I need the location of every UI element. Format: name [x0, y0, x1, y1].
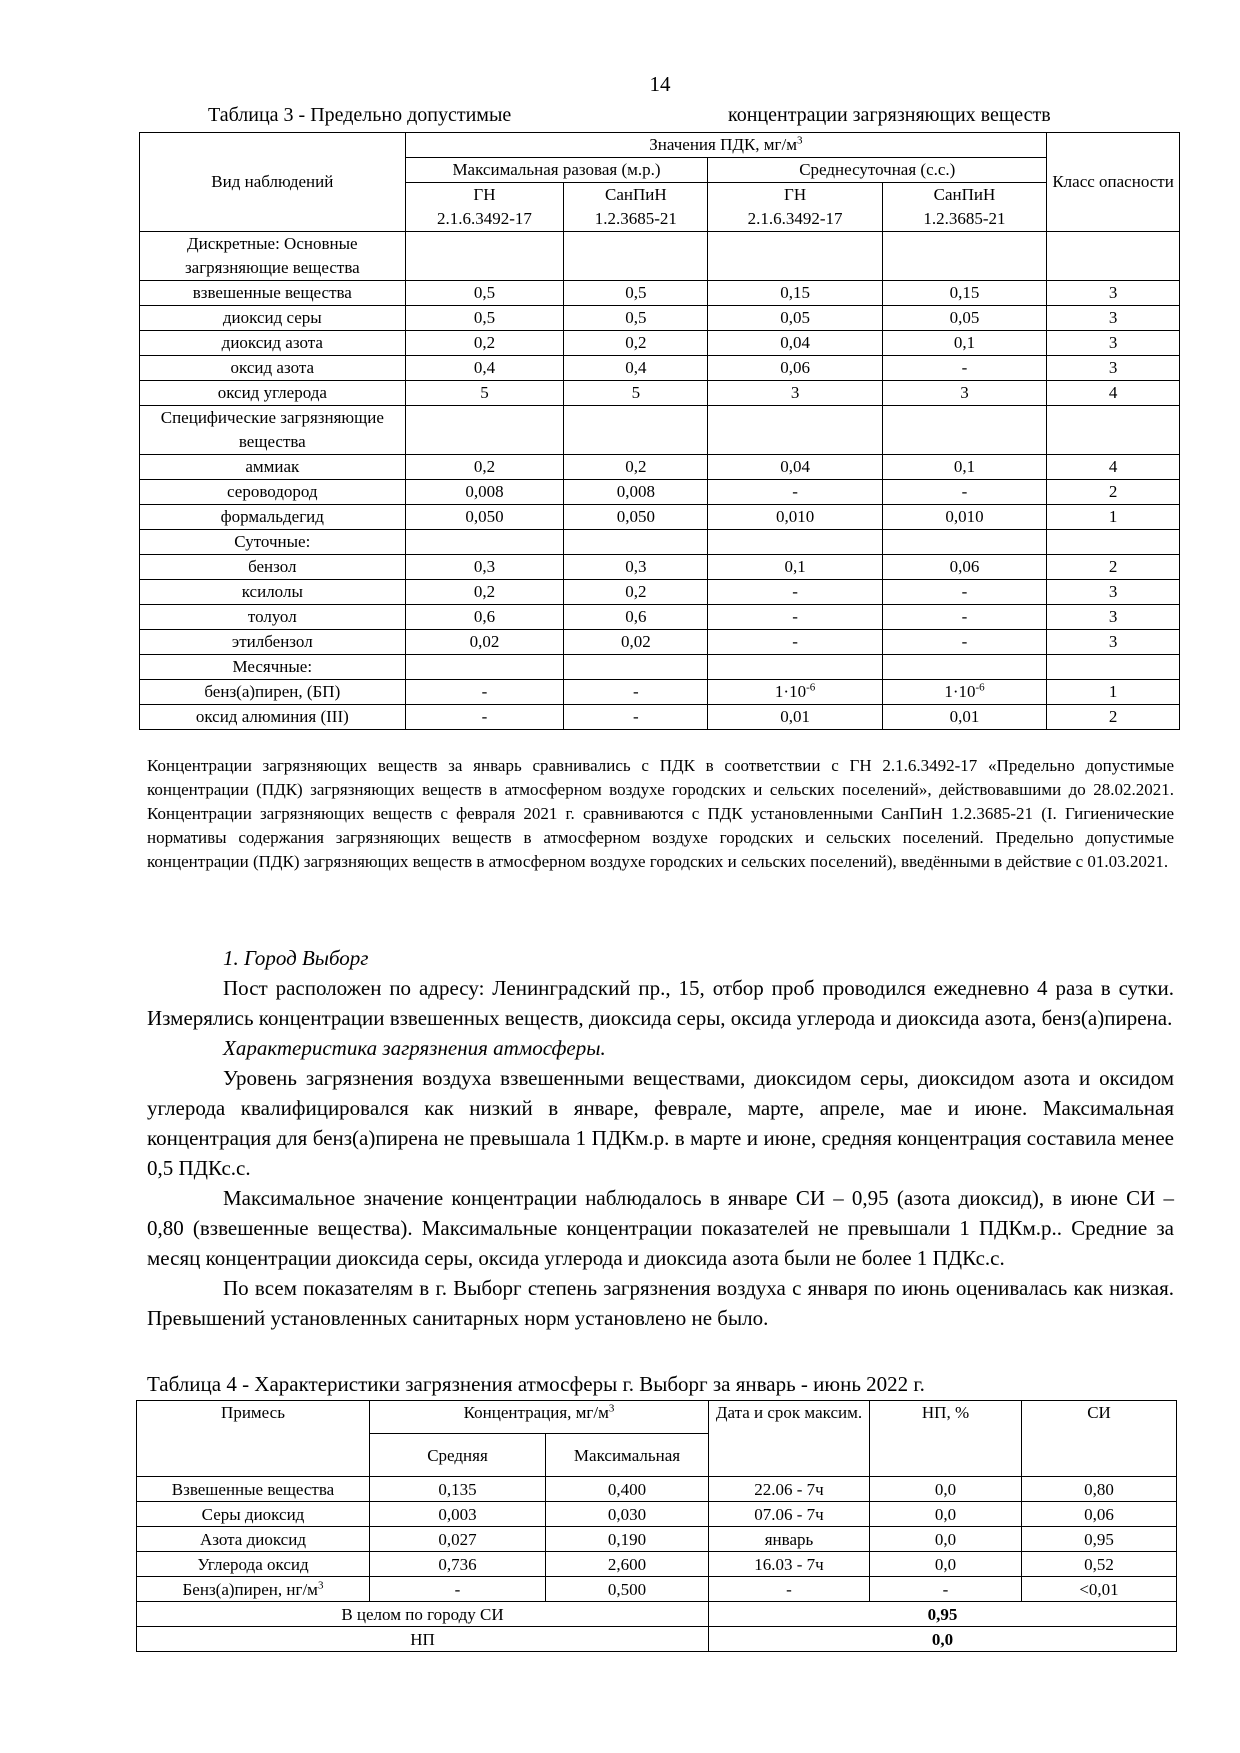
t4-cell: январь	[709, 1527, 870, 1552]
t3-group-label: Дискретные: Основные загрязняющие вещества	[140, 232, 406, 281]
t3-cell: -	[564, 705, 708, 730]
t3-cell: 0,008	[405, 480, 564, 505]
t4-total-si-label: В целом по городу СИ	[137, 1602, 709, 1627]
t3-cell: -	[708, 630, 882, 655]
t4-total-np-value: 0,0	[709, 1627, 1177, 1652]
table4-title: Таблица 4 - Характеристики загрязнения атмосферы г. Выборг за январь - июнь 2022 г.	[147, 1372, 925, 1396]
t3-cell: 0,5	[564, 306, 708, 331]
t3-cell: 0,2	[405, 455, 564, 480]
t3-row	[140, 455, 1180, 480]
t3-header-values: Значения ПДК, $мг/м^3$	[405, 133, 1047, 158]
t3-row	[140, 705, 1180, 730]
t3-cell	[882, 232, 1046, 281]
t3-cell: 5	[564, 381, 708, 406]
t3-substance: этилбензол	[140, 630, 406, 655]
t4-header-max: Максимальная	[546, 1434, 709, 1477]
t3-row	[140, 605, 1180, 630]
t3-cell: 0,2	[564, 331, 708, 356]
t3-row	[140, 555, 1180, 580]
section-p4: По всем показателям в г. Выборг степень загрязнения воздуха с января по июнь оценивалась как низкая. Превышений установленных санитарных норм установлено не было.	[147, 1276, 1174, 1330]
t3-cell	[708, 406, 882, 455]
t3-cell: 2	[1047, 705, 1180, 730]
table3-title-part2: концентрации загрязняющих веществ	[728, 104, 1051, 126]
t3-cell: -	[882, 356, 1046, 381]
t3-cell: 0,15	[708, 281, 882, 306]
t3-cell: 3	[1047, 630, 1180, 655]
t3-cell	[564, 406, 708, 455]
t3-cell: 3	[1047, 331, 1180, 356]
t3-cell	[1047, 232, 1180, 281]
t4-header-avg: Средняя	[370, 1434, 546, 1477]
t3-body	[140, 232, 1180, 730]
t3-cell: 0,050	[564, 505, 708, 530]
t3-cell	[564, 232, 708, 281]
t3-substance: взвешенные вещества	[140, 281, 406, 306]
t3-group-row	[140, 232, 1180, 281]
t4-total-np-label: НП	[137, 1627, 709, 1652]
t3-substance: ксилолы	[140, 580, 406, 605]
t3-header-max-once: Максимальная разовая (м.р.)	[405, 158, 708, 183]
t3-cell	[1047, 406, 1180, 455]
t4-body	[137, 1477, 1177, 1602]
t3-cell: 0,1	[708, 555, 882, 580]
t3-cell: 3	[1047, 580, 1180, 605]
t3-header-hazard: Класс опасности	[1047, 133, 1180, 232]
t4-cell: 2,600	[546, 1552, 709, 1577]
table3-title-part1: Таблица 3 - Предельно допустимые	[208, 104, 512, 126]
t3-cell: 0,04	[708, 331, 882, 356]
t3-cell	[564, 655, 708, 680]
t3-cell: 3	[1047, 605, 1180, 630]
t3-cell: 0,01	[708, 705, 882, 730]
t3-cell: 3	[708, 381, 882, 406]
t3-group-label: Суточные:	[140, 530, 406, 555]
t3-substance: оксид углерода	[140, 381, 406, 406]
t3-cell	[1047, 655, 1180, 680]
t3-cell: 0,1	[882, 331, 1046, 356]
t3-substance: оксид алюминия (III)	[140, 705, 406, 730]
t3-cell	[708, 655, 882, 680]
section-heading: 1. Город Выборг	[223, 946, 369, 970]
t3-cell: 0,008	[564, 480, 708, 505]
t3-row	[140, 331, 1180, 356]
t4-cell: 0,52	[1022, 1552, 1177, 1577]
section-subheading: Характеристика загрязнения атмосферы.	[223, 1036, 606, 1060]
t4-row	[137, 1577, 1177, 1602]
t4-cell: 0,0	[870, 1552, 1022, 1577]
page-number: 14	[649, 72, 671, 96]
t3-cell: 0,04	[708, 455, 882, 480]
t3-cell	[708, 232, 882, 281]
t3-cell: -	[405, 705, 564, 730]
t4-impurity: Углерода оксид	[137, 1552, 370, 1577]
t3-substance: формальдегид	[140, 505, 406, 530]
t3-cell: 0,02	[564, 630, 708, 655]
t3-header-daily: Среднесуточная (с.с.)	[708, 158, 1047, 183]
t4-row	[137, 1552, 1177, 1577]
t3-row	[140, 630, 1180, 655]
table3-mpc	[139, 132, 1180, 730]
t3-substance: диоксид серы	[140, 306, 406, 331]
t4-cell: 22.06 - 7ч	[709, 1477, 870, 1502]
t4-row	[137, 1502, 1177, 1527]
t4-cell: 07.06 - 7ч	[709, 1502, 870, 1527]
t3-row	[140, 306, 1180, 331]
t4-header-impurity: Примесь	[137, 1401, 370, 1477]
t3-substance: бензол	[140, 555, 406, 580]
t3-cell	[564, 530, 708, 555]
t3-cell: 0,1	[882, 455, 1046, 480]
t4-row	[137, 1527, 1177, 1552]
t3-cell	[1047, 530, 1180, 555]
section-vyborg	[147, 943, 1174, 1333]
t3-cell: 3	[882, 381, 1046, 406]
t3-row	[140, 505, 1180, 530]
t3-cell: 0,2	[405, 331, 564, 356]
section-p3: Максимальное значение концентрации наблюдалось в январе СИ – 0,95 (азота диоксид), в июне СИ – 0,80 (взвешенные вещества). Максимальные концентрации показателей не превышали 1 ПДКм.р.. Средние за месяц концентрации диоксида серы, оксида углерода и диоксида азота были не более 1 ПДКс.с.	[147, 1186, 1174, 1270]
t3-cell	[405, 232, 564, 281]
t3-cell: 3	[1047, 281, 1180, 306]
t3-group-row	[140, 530, 1180, 555]
t3-cell: 0,6	[405, 605, 564, 630]
t4-impurity: Азота диоксид	[137, 1527, 370, 1552]
t3-cell: 0,02	[405, 630, 564, 655]
t3-group-label: Месячные:	[140, 655, 406, 680]
section-p1: Пост расположен по адресу: Ленинградский пр., 15, отбор проб проводился ежедневно 4 раза в сутки. Измерялись концентрации взвешенных веществ, диоксида серы, оксида углерода и диоксида азота, бенз(а)пирена.	[147, 976, 1174, 1030]
t4-impurity: Взвешенные вещества	[137, 1477, 370, 1502]
t3-cell: $1\cdot 10^{-6}$	[708, 680, 882, 705]
t4-cell: 0,80	[1022, 1477, 1177, 1502]
t3-row	[140, 680, 1180, 705]
t4-header-np: НП, %	[870, 1401, 1022, 1477]
t3-cell: -	[708, 580, 882, 605]
t3-cell: 0,010	[882, 505, 1046, 530]
t3-cell: 2	[1047, 480, 1180, 505]
t4-cell: 0,95	[1022, 1527, 1177, 1552]
t3-cell	[882, 530, 1046, 555]
t4-cell: 0,0	[870, 1502, 1022, 1527]
t4-row	[137, 1477, 1177, 1502]
t3-cell: 0,2	[405, 580, 564, 605]
t3-cell: -	[882, 480, 1046, 505]
t3-cell: -	[708, 605, 882, 630]
t4-cell: 0,135	[370, 1477, 546, 1502]
t3-cell: 4	[1047, 381, 1180, 406]
t4-cell: 0,003	[370, 1502, 546, 1527]
t3-cell: 0,4	[564, 356, 708, 381]
t4-cell: 0,400	[546, 1477, 709, 1502]
table3-title	[208, 104, 1051, 127]
t3-cell: -	[882, 580, 1046, 605]
t3-cell: 3	[1047, 306, 1180, 331]
t3-substance: бенз(а)пирен, (БП)	[140, 680, 406, 705]
t3-cell: 2	[1047, 555, 1180, 580]
t3-cell: 0,2	[564, 580, 708, 605]
t3-cell	[882, 655, 1046, 680]
t3-cell: -	[882, 630, 1046, 655]
t3-cell: 0,6	[564, 605, 708, 630]
t3-group-label: Специфические загрязняющие вещества	[140, 406, 406, 455]
t4-impurity: Бенз(а)пирен, $нг/м^3$	[137, 1577, 370, 1602]
t3-group-row	[140, 406, 1180, 455]
t3-substance: аммиак	[140, 455, 406, 480]
t4-cell: 0,030	[546, 1502, 709, 1527]
t3-substance: оксид азота	[140, 356, 406, 381]
t4-cell: 0,190	[546, 1527, 709, 1552]
t3-cell: -	[708, 480, 882, 505]
t3-substance: диоксид азота	[140, 331, 406, 356]
t3-cell: 0,5	[564, 281, 708, 306]
t3-cell: 0,15	[882, 281, 1046, 306]
table3-note: Концентрации загрязняющих веществ за январь сравнивались с ПДК в соответствии с ГН 2.1.6.3492-17 «Предельно допустимые концентрации (ПДК) загрязняющих веществ в атмосферном воздухе городских и сельских поселений», действовавшими до 28.02.2021. Концентрации загрязняющих веществ с февраля 2021 г. сравниваются с ПДК установленными СанПиН 1.2.3685-21 (I. Гигиенические нормативы содержания загрязняющих веществ в атмосферном воздухе городских и сельских поселений. Предельно допустимые концентрации (ПДК) загрязняющих веществ в атмосферном воздухе городских и сельских поселений), введёнными в действие с 01.03.2021.	[147, 756, 1174, 871]
t3-cell: 0,5	[405, 306, 564, 331]
t3-cell	[405, 530, 564, 555]
t3-cell: 1	[1047, 680, 1180, 705]
t3-cell: 0,01	[882, 705, 1046, 730]
t3-row	[140, 356, 1180, 381]
t3-cell: 0,2	[564, 455, 708, 480]
t3-cell	[405, 406, 564, 455]
t3-cell: 0,05	[708, 306, 882, 331]
t3-row	[140, 281, 1180, 306]
t3-row	[140, 381, 1180, 406]
t3-cell: 0,3	[405, 555, 564, 580]
section-p2: Уровень загрязнения воздуха взвешенными веществами, диоксидом серы, диоксидом азота и оксидом углерода квалифицировался как низкий в январе, феврале, марте, апреле, мае и июне. Максимальная концентрация для бенз(а)пирена не превышала 1 ПДКм.р. в марте и июне, средняя концентрация составила менее 0,5 ПДКс.с.	[147, 1066, 1174, 1180]
t3-header-gn-1: ГН 2.1.6.3492-17	[405, 183, 564, 232]
t3-cell: 3	[1047, 356, 1180, 381]
t3-cell: 0,4	[405, 356, 564, 381]
t4-cell: 0,06	[1022, 1502, 1177, 1527]
t3-cell: 4	[1047, 455, 1180, 480]
t3-group-row	[140, 655, 1180, 680]
t3-header-sanpin-2: СанПиН 1.2.3685-21	[882, 183, 1046, 232]
t4-header-date: Дата и срок максим.	[709, 1401, 870, 1477]
t3-cell: -	[405, 680, 564, 705]
t3-cell: -	[882, 605, 1046, 630]
t3-cell	[405, 655, 564, 680]
t4-total-si-value: 0,95	[709, 1602, 1177, 1627]
t4-cell: 0,027	[370, 1527, 546, 1552]
t4-cell: 0,736	[370, 1552, 546, 1577]
t3-row	[140, 580, 1180, 605]
t3-cell: 0,050	[405, 505, 564, 530]
t3-header-sanpin-1: СанПиН 1.2.3685-21	[564, 183, 708, 232]
t3-cell: -	[564, 680, 708, 705]
t3-substance: сероводород	[140, 480, 406, 505]
t4-cell: <0,01	[1022, 1577, 1177, 1602]
t3-substance: толуол	[140, 605, 406, 630]
t4-cell: -	[709, 1577, 870, 1602]
t3-cell	[708, 530, 882, 555]
t4-cell: 16.03 - 7ч	[709, 1552, 870, 1577]
t3-cell: 5	[405, 381, 564, 406]
t3-cell: 1	[1047, 505, 1180, 530]
t4-cell: -	[370, 1577, 546, 1602]
t3-cell: $1\cdot 10^{-6}$	[882, 680, 1046, 705]
t4-impurity: Серы диоксид	[137, 1502, 370, 1527]
t4-cell: 0,0	[870, 1527, 1022, 1552]
t4-header-si: СИ	[1022, 1401, 1177, 1477]
t3-cell	[882, 406, 1046, 455]
t4-cell: 0,500	[546, 1577, 709, 1602]
t3-header-gn-2: ГН 2.1.6.3492-17	[708, 183, 882, 232]
t3-cell: 0,05	[882, 306, 1046, 331]
t4-header-concentration: Концентрация, $мг/м^3$	[370, 1401, 709, 1434]
t3-cell: 0,3	[564, 555, 708, 580]
t3-cell: 0,010	[708, 505, 882, 530]
t3-cell: 0,5	[405, 281, 564, 306]
t3-cell: 0,06	[708, 356, 882, 381]
t4-cell: 0,0	[870, 1477, 1022, 1502]
t3-cell: 0,06	[882, 555, 1046, 580]
t3-header-type: Вид наблюдений	[140, 133, 406, 232]
t4-cell: -	[870, 1577, 1022, 1602]
t3-row	[140, 480, 1180, 505]
table4-pollution	[136, 1400, 1177, 1652]
